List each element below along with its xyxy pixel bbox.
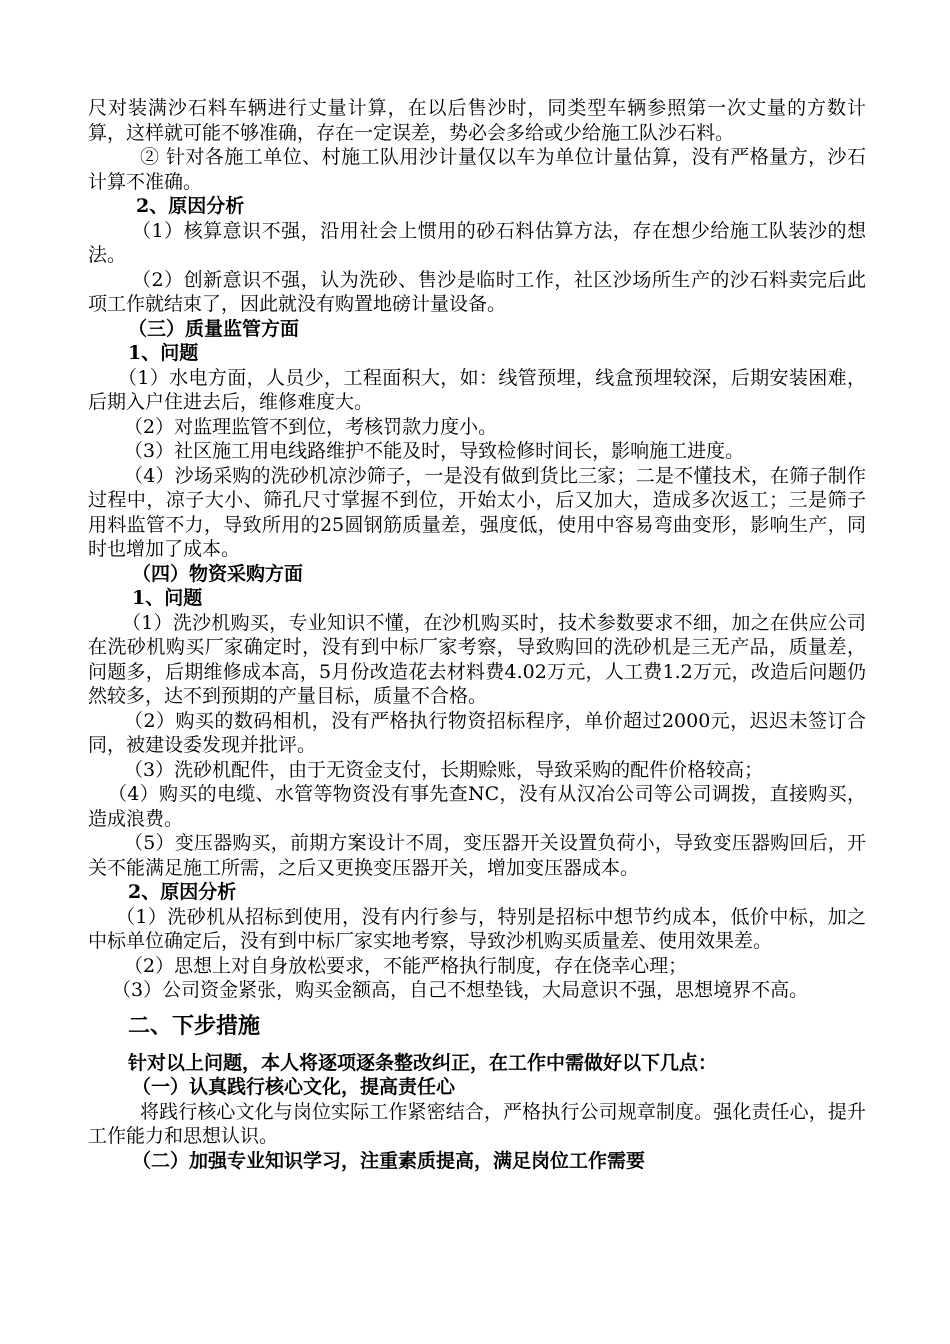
paragraph: （2）购买的数码相机，没有严格执行物资招标程序，单价超过2000元，迟迟未签订合同，被建设委发现并批评。 bbox=[88, 709, 866, 756]
document-page bbox=[88, 96, 866, 1173]
section-heading: （三）质量监管方面 bbox=[128, 317, 300, 340]
section-heading: （四）物资采购方面 bbox=[132, 562, 304, 585]
paragraph: （1）水电方面，人员少，工程面积大，如：线管预埋，线盒预埋较深，后期安装困难，后期入户住进去后，维修难度大。 bbox=[88, 366, 866, 413]
subheading: 2、原因分析 bbox=[136, 195, 245, 217]
paragraph: （4）沙场采购的洗砂机凉沙筛子，一是没有做到货比三家；二是不懂技术，在筛子制作过程中，凉子大小、筛孔尺寸掌握不到位，开始太小，后又加大，造成多次返工；三是筛子用料监管不力，导致所用的25圆钢筋质量差，强度低，使用中容易弯曲变形，影响生产，同时也增加了成本。 bbox=[88, 464, 866, 560]
paragraph: （3）社区施工用电线路维护不能及时，导致检修时间长，影响施工进度。 bbox=[124, 440, 745, 462]
subheading: 1、问题 bbox=[132, 587, 203, 609]
section-heading: （二）加强专业知识学习，注重素质提高，满足岗位工作需要 bbox=[132, 1149, 646, 1172]
lead-paragraph: 针对以上问题，本人将逐项逐条整改纠正，在工作中需做好以下几点： bbox=[128, 1051, 718, 1074]
paragraph: 尺对装满沙石料车辆进行丈量计算，在以后售沙时，同类型车辆参照第一次丈量的方数计算，这样就可能不够准确，存在一定误差，势必会多给或少给施工队沙石料。 bbox=[88, 97, 866, 144]
paragraph: （1）核算意识不强，沿用社会上惯用的砂石料估算方法，存在想少给施工队装沙的想法。 bbox=[88, 219, 866, 266]
paragraph: （2）思想上对自身放松要求，不能严格执行制度，存在侥幸心理； bbox=[124, 954, 688, 977]
paragraph: 将践行核心文化与岗位实际工作紧密结合，严格执行公司规章制度。强化责任心，提升工作能力和思想认识。 bbox=[88, 1100, 866, 1147]
subheading: 2、原因分析 bbox=[128, 881, 237, 903]
paragraph: （2）创新意识不强，认为洗砂、售沙是临时工作，社区沙场所生产的沙石料卖完后此项工作就结束了，因此就没有购置地磅计量设备。 bbox=[88, 268, 866, 315]
section-heading: （一）认真践行核心文化，提高责任心 bbox=[132, 1076, 456, 1098]
paragraph: （1）洗砂机从招标到使用，没有内行参与，特别是招标中想节约成本，低价中标，加之中标单位确定后，没有到中标厂家实地考察，导致沙机购买质量差、使用效果差。 bbox=[88, 905, 866, 952]
subheading: 1、问题 bbox=[128, 342, 199, 364]
paragraph: ② 针对各施工单位、村施工队用沙计量仅以车为单位计量估算，没有严格量方，沙石计算不准确。 bbox=[88, 146, 866, 193]
paragraph: （4）购买的电缆、水管等物资没有事先查NC，没有从汉冶公司等公司调拨，直接购买，造成浪费。 bbox=[88, 783, 866, 830]
paragraph: （3）公司资金紧张，购买金额高，自己不想垫钱，大局意识不强，思想境界不高。 bbox=[112, 979, 809, 1001]
paragraph: （5）变压器购买，前期方案设计不周，变压器开关设置负荷小，导致变压器购回后，开关不能满足施工所需，之后又更换变压器开关，增加变压器成本。 bbox=[88, 832, 866, 879]
chapter-heading: 二、下步措施 bbox=[128, 1012, 261, 1039]
paragraph: （1）洗沙机购买，专业知识不懂，在沙机购买时，技术参数要求不细，加之在供应公司在洗砂机购买厂家确定时，没有到中标厂家考察，导致购回的洗砂机是三无产品，质量差，问题多，后期维修成本高，5月份改造花去材料费4.02万元，人工费1.2万元，改造后问题仍然较多，达不到预期的产量目标，质量不合格。 bbox=[88, 611, 866, 707]
paragraph: （3）洗砂机配件，由于无资金支付，长期赊账，导致采购的配件价格较高； bbox=[124, 758, 764, 781]
paragraph: （2）对监理监管不到位，考核罚款力度小。 bbox=[124, 415, 498, 438]
